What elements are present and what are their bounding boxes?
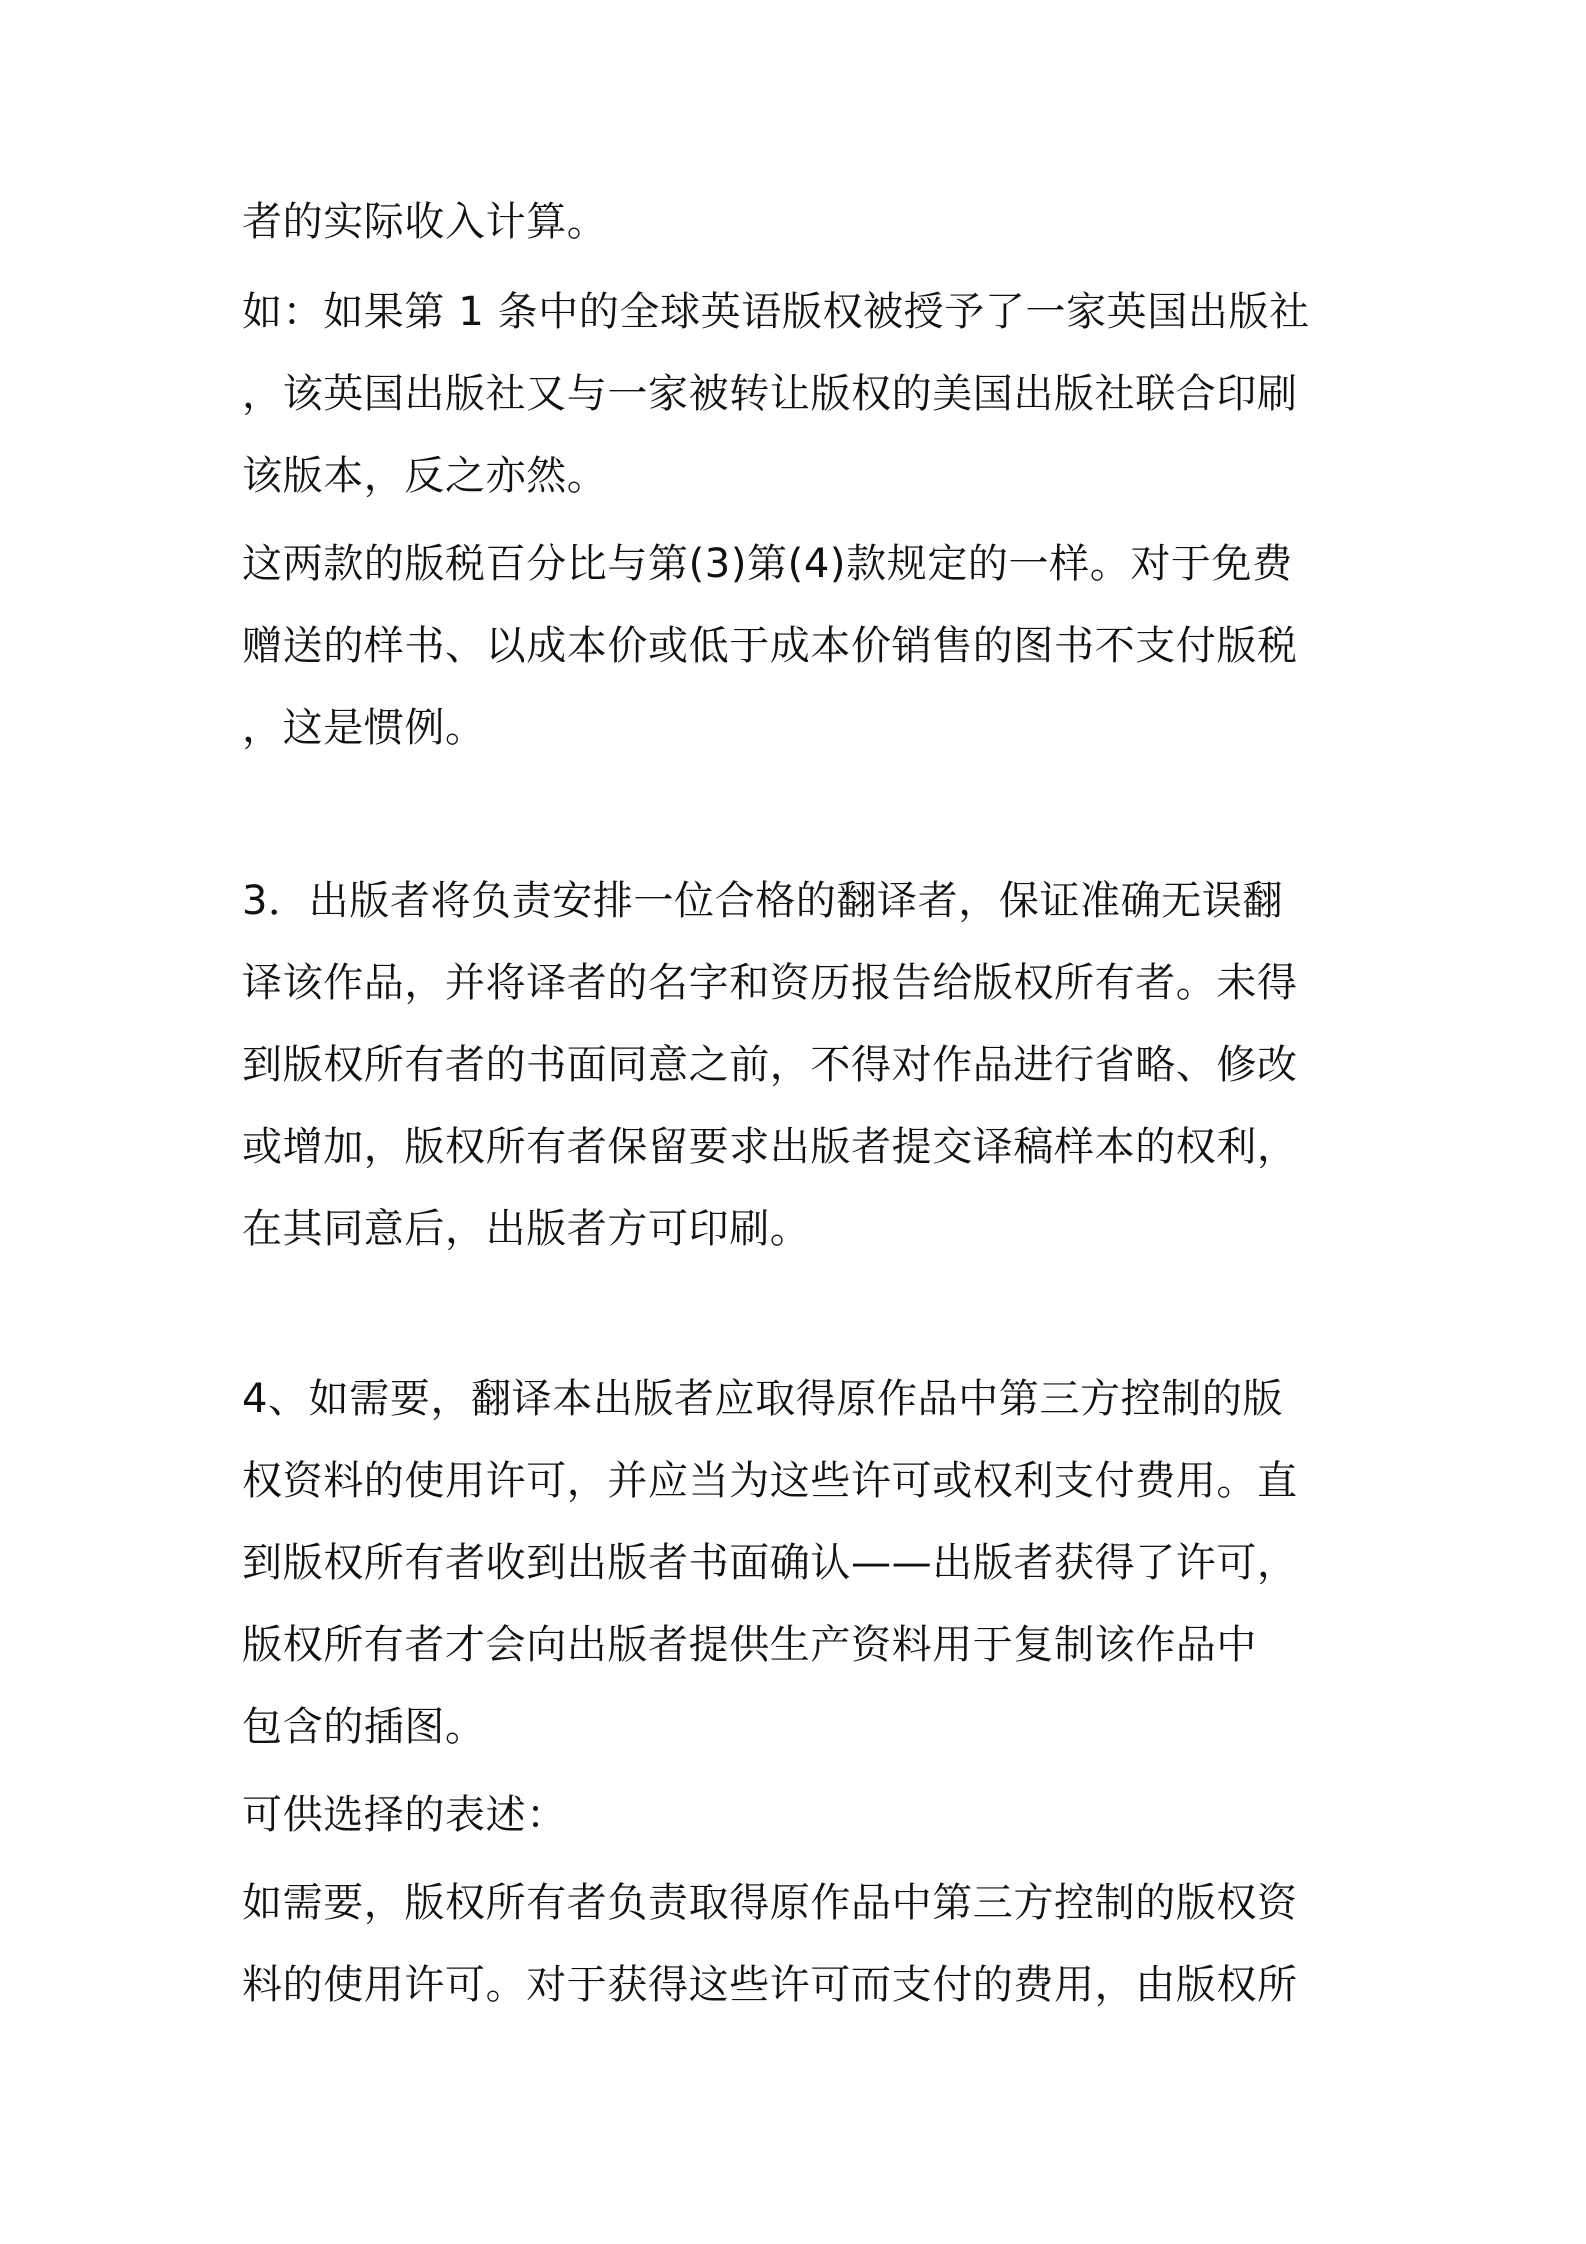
text-line: 译该作品，并将译者的名字和资历报告给版权所有者。未得 xyxy=(242,960,1298,1006)
text-line: 该版本，反之亦然。 xyxy=(242,453,608,499)
text-line: 权资料的使用许可，并应当为这些许可或权利支付费用。直 xyxy=(242,1458,1298,1504)
text-line: ，这是惯例。 xyxy=(242,705,486,751)
text-line: 4、如需要，翻译本出版者应取得原作品中第三方控制的版 xyxy=(242,1376,1284,1422)
text-line: 到版权所有者的书面同意之前，不得对作品进行省略、修改 xyxy=(242,1042,1298,1088)
text-line: 可供选择的表述： xyxy=(242,1792,567,1838)
text-line: 在其同意后，出版者方可印刷。 xyxy=(242,1206,811,1252)
text-line: 到版权所有者收到出版者书面确认——出版者获得了许可， xyxy=(242,1540,1298,1586)
text-line: 赠送的样书、以成本价或低于成本价销售的图书不支付版税 xyxy=(242,623,1298,669)
text-line: 如需要，版权所有者负责取得原作品中第三方控制的版权资 xyxy=(242,1880,1298,1926)
text-line: 或增加，版权所有者保留要求出版者提交译稿样本的权利， xyxy=(242,1124,1298,1170)
text-line: 包含的插图。 xyxy=(242,1704,486,1750)
text-line: 料的使用许可。对于获得这些许可而支付的费用，由版权所 xyxy=(242,1962,1298,2008)
text-line: 版权所有者才会向出版者提供生产资料用于复制该作品中 xyxy=(242,1622,1257,1668)
text-line: 如：如果第 1 条中的全球英语版权被授予了一家英国出版社 xyxy=(242,289,1310,335)
text-line: 3．出版者将负责安排一位合格的翻译者，保证准确无误翻 xyxy=(242,878,1284,924)
text-line: 这两款的版税百分比与第(3)第(4)款规定的一样。对于免费 xyxy=(242,541,1293,587)
text-line: 者的实际收入计算。 xyxy=(242,199,608,245)
text-line: ，该英国出版社又与一家被转让版权的美国出版社联合印刷 xyxy=(242,371,1298,417)
